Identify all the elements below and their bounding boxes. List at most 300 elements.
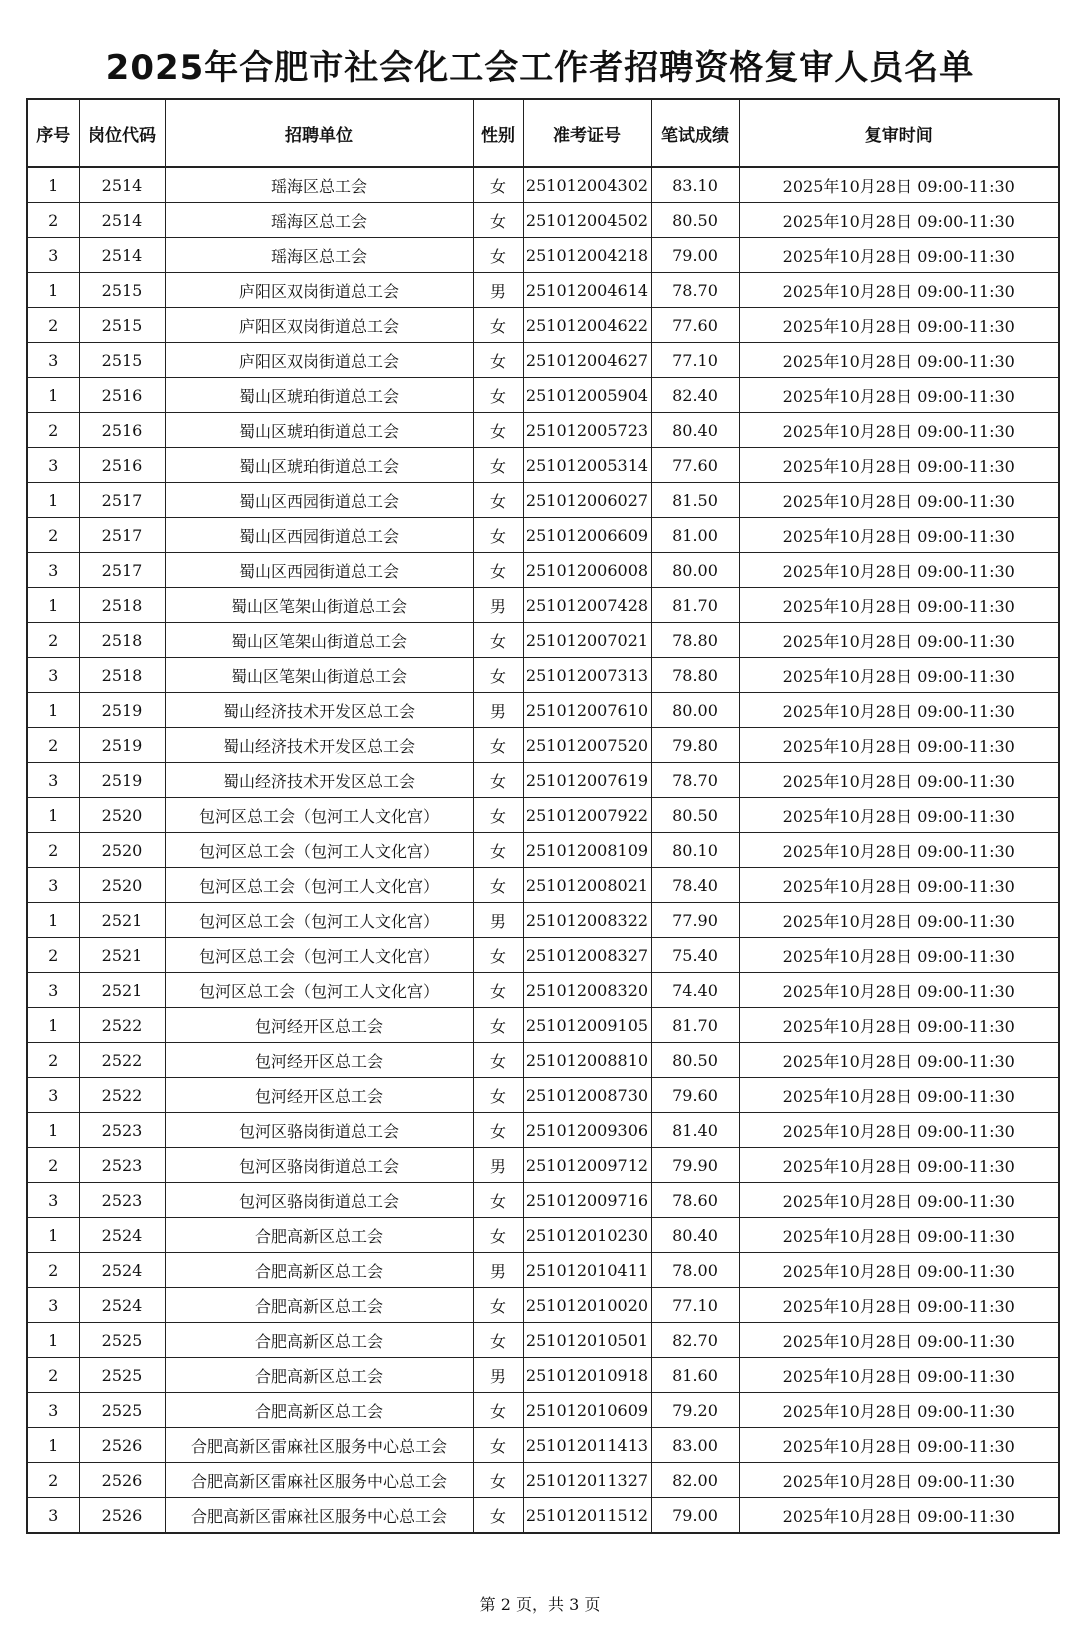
cell-post-code: 2524 [79,1253,165,1288]
cell-score: 74.40 [651,973,739,1008]
cell-score: 80.50 [651,798,739,833]
cell-review-time: 2025年10月28日 09:00-11:30 [739,798,1059,833]
cell-score: 80.10 [651,833,739,868]
cell-gender: 女 [473,728,523,763]
cell-index: 3 [27,448,79,483]
cell-index: 1 [27,1323,79,1358]
cell-post-code: 2525 [79,1358,165,1393]
cell-review-time: 2025年10月28日 09:00-11:30 [739,763,1059,798]
cell-post-code: 2526 [79,1498,165,1534]
cell-post-code: 2521 [79,973,165,1008]
cell-unit: 包河经开区总工会 [165,1043,473,1078]
cell-gender: 女 [473,868,523,903]
cell-gender: 女 [473,833,523,868]
table-row [27,238,1059,273]
cell-unit: 蜀山经济技术开发区总工会 [165,728,473,763]
cell-gender: 女 [473,1113,523,1148]
cell-score: 77.90 [651,903,739,938]
cell-unit: 蜀山区琥珀街道总工会 [165,413,473,448]
cell-post-code: 2524 [79,1218,165,1253]
cell-unit: 合肥高新区雷麻社区服务中心总工会 [165,1498,473,1534]
cell-unit: 庐阳区双岗街道总工会 [165,308,473,343]
cell-post-code: 2519 [79,763,165,798]
cell-score: 79.60 [651,1078,739,1113]
cell-review-time: 2025年10月28日 09:00-11:30 [739,308,1059,343]
cell-post-code: 2522 [79,1043,165,1078]
cell-gender: 女 [473,203,523,238]
cell-score: 79.00 [651,1498,739,1534]
cell-review-time: 2025年10月28日 09:00-11:30 [739,1148,1059,1183]
cell-review-time: 2025年10月28日 09:00-11:30 [739,1113,1059,1148]
header-post-code: 岗位代码 [79,99,165,167]
cell-gender: 女 [473,308,523,343]
cell-exam-id: 251012010411 [523,1253,651,1288]
cell-unit: 合肥高新区总工会 [165,1218,473,1253]
cell-score: 78.60 [651,1183,739,1218]
table-row [27,1113,1059,1148]
cell-score: 78.40 [651,868,739,903]
header-index: 序号 [27,99,79,167]
cell-score: 80.40 [651,1218,739,1253]
table-row [27,973,1059,1008]
table-row [27,903,1059,938]
cell-review-time: 2025年10月28日 09:00-11:30 [739,1253,1059,1288]
table-row [27,308,1059,343]
cell-post-code: 2515 [79,308,165,343]
cell-review-time: 2025年10月28日 09:00-11:30 [739,903,1059,938]
cell-gender: 女 [473,483,523,518]
cell-gender: 女 [473,413,523,448]
cell-gender: 女 [473,378,523,413]
cell-unit: 包河区总工会（包河工人文化宫） [165,833,473,868]
cell-gender: 女 [473,658,523,693]
cell-exam-id: 251012011512 [523,1498,651,1534]
cell-index: 2 [27,728,79,763]
cell-score: 83.10 [651,167,739,203]
header-score: 笔试成绩 [651,99,739,167]
table-row [27,798,1059,833]
table-row [27,1393,1059,1428]
cell-review-time: 2025年10月28日 09:00-11:30 [739,238,1059,273]
cell-post-code: 2524 [79,1288,165,1323]
table-row [27,623,1059,658]
cell-index: 1 [27,1218,79,1253]
cell-unit: 瑶海区总工会 [165,238,473,273]
cell-post-code: 2514 [79,238,165,273]
cell-unit: 包河区总工会（包河工人文化宫） [165,938,473,973]
cell-index: 1 [27,378,79,413]
cell-exam-id: 251012008327 [523,938,651,973]
cell-exam-id: 251012010501 [523,1323,651,1358]
cell-unit: 蜀山区西园街道总工会 [165,483,473,518]
cell-gender: 男 [473,1148,523,1183]
cell-unit: 蜀山区笔架山街道总工会 [165,588,473,623]
header-exam-id: 准考证号 [523,99,651,167]
cell-gender: 女 [473,518,523,553]
cell-review-time: 2025年10月28日 09:00-11:30 [739,1078,1059,1113]
cell-unit: 蜀山区琥珀街道总工会 [165,378,473,413]
cell-exam-id: 251012008320 [523,973,651,1008]
cell-exam-id: 251012004302 [523,167,651,203]
cell-unit: 瑶海区总工会 [165,167,473,203]
cell-exam-id: 251012004614 [523,273,651,308]
cell-post-code: 2526 [79,1428,165,1463]
cell-index: 1 [27,588,79,623]
cell-unit: 包河区总工会（包河工人文化宫） [165,798,473,833]
cell-exam-id: 251012008730 [523,1078,651,1113]
cell-index: 2 [27,203,79,238]
cell-score: 77.60 [651,448,739,483]
cell-exam-id: 251012008810 [523,1043,651,1078]
cell-index: 3 [27,868,79,903]
cell-gender: 女 [473,1323,523,1358]
cell-gender: 男 [473,588,523,623]
cell-exam-id: 251012006609 [523,518,651,553]
cell-score: 75.40 [651,938,739,973]
cell-review-time: 2025年10月28日 09:00-11:30 [739,1043,1059,1078]
cell-review-time: 2025年10月28日 09:00-11:30 [739,1183,1059,1218]
header-review-time: 复审时间 [739,99,1059,167]
cell-index: 3 [27,1288,79,1323]
cell-exam-id: 251012009712 [523,1148,651,1183]
cell-score: 81.70 [651,588,739,623]
cell-unit: 庐阳区双岗街道总工会 [165,343,473,378]
cell-exam-id: 251012011413 [523,1428,651,1463]
cell-review-time: 2025年10月28日 09:00-11:30 [739,1393,1059,1428]
table-row [27,833,1059,868]
cell-gender: 男 [473,693,523,728]
cell-post-code: 2518 [79,623,165,658]
cell-score: 79.20 [651,1393,739,1428]
cell-post-code: 2514 [79,203,165,238]
cell-unit: 蜀山区琥珀街道总工会 [165,448,473,483]
table-row [27,378,1059,413]
cell-gender: 女 [473,238,523,273]
cell-unit: 包河区骆岗街道总工会 [165,1148,473,1183]
cell-review-time: 2025年10月28日 09:00-11:30 [739,658,1059,693]
cell-unit: 蜀山区笔架山街道总工会 [165,623,473,658]
table-row [27,868,1059,903]
cell-post-code: 2518 [79,658,165,693]
cell-unit: 包河经开区总工会 [165,1078,473,1113]
cell-score: 77.60 [651,308,739,343]
table-row [27,1428,1059,1463]
cell-gender: 女 [473,1498,523,1534]
cell-exam-id: 251012010230 [523,1218,651,1253]
cell-score: 78.00 [651,1253,739,1288]
cell-unit: 蜀山区笔架山街道总工会 [165,658,473,693]
cell-index: 1 [27,1008,79,1043]
cell-score: 82.70 [651,1323,739,1358]
cell-exam-id: 251012007313 [523,658,651,693]
cell-exam-id: 251012008021 [523,868,651,903]
cell-score: 78.70 [651,273,739,308]
cell-review-time: 2025年10月28日 09:00-11:30 [739,378,1059,413]
cell-review-time: 2025年10月28日 09:00-11:30 [739,938,1059,973]
cell-gender: 女 [473,1078,523,1113]
cell-index: 3 [27,763,79,798]
cell-exam-id: 251012008109 [523,833,651,868]
cell-post-code: 2517 [79,483,165,518]
cell-review-time: 2025年10月28日 09:00-11:30 [739,518,1059,553]
cell-index: 1 [27,1113,79,1148]
cell-unit: 合肥高新区总工会 [165,1393,473,1428]
cell-score: 81.50 [651,483,739,518]
cell-exam-id: 251012011327 [523,1463,651,1498]
cell-review-time: 2025年10月28日 09:00-11:30 [739,1428,1059,1463]
cell-index: 1 [27,167,79,203]
cell-unit: 合肥高新区总工会 [165,1358,473,1393]
cell-score: 80.00 [651,693,739,728]
cell-exam-id: 251012010609 [523,1393,651,1428]
cell-index: 2 [27,1148,79,1183]
cell-post-code: 2515 [79,273,165,308]
cell-gender: 女 [473,938,523,973]
cell-index: 3 [27,658,79,693]
cell-score: 81.40 [651,1113,739,1148]
cell-gender: 女 [473,798,523,833]
cell-exam-id: 251012005314 [523,448,651,483]
cell-score: 77.10 [651,1288,739,1323]
cell-post-code: 2515 [79,343,165,378]
cell-post-code: 2517 [79,553,165,588]
cell-unit: 包河区骆岗街道总工会 [165,1113,473,1148]
cell-review-time: 2025年10月28日 09:00-11:30 [739,413,1059,448]
cell-score: 82.00 [651,1463,739,1498]
cell-index: 1 [27,798,79,833]
cell-post-code: 2521 [79,903,165,938]
table-row [27,1008,1059,1043]
cell-exam-id: 251012009105 [523,1008,651,1043]
cell-gender: 女 [473,623,523,658]
table-row [27,1218,1059,1253]
cell-exam-id: 251012009306 [523,1113,651,1148]
table-row [27,1358,1059,1393]
page-footer: 第 2 页，共 3 页 [479,1595,601,1614]
cell-gender: 女 [473,167,523,203]
cell-review-time: 2025年10月28日 09:00-11:30 [739,1358,1059,1393]
table-row [27,553,1059,588]
cell-review-time: 2025年10月28日 09:00-11:30 [739,343,1059,378]
cell-score: 79.90 [651,1148,739,1183]
cell-post-code: 2519 [79,728,165,763]
table-row [27,483,1059,518]
cell-post-code: 2520 [79,833,165,868]
cell-index: 3 [27,1183,79,1218]
table-row [27,938,1059,973]
cell-unit: 蜀山经济技术开发区总工会 [165,693,473,728]
cell-gender: 女 [473,763,523,798]
table-row [27,1078,1059,1113]
cell-review-time: 2025年10月28日 09:00-11:30 [739,553,1059,588]
cell-score: 78.80 [651,623,739,658]
candidate-table [26,98,1060,1534]
cell-index: 3 [27,973,79,1008]
cell-post-code: 2516 [79,378,165,413]
table-row [27,1148,1059,1183]
cell-post-code: 2523 [79,1183,165,1218]
cell-review-time: 2025年10月28日 09:00-11:30 [739,728,1059,763]
cell-post-code: 2526 [79,1463,165,1498]
cell-index: 2 [27,938,79,973]
cell-exam-id: 251012004627 [523,343,651,378]
cell-review-time: 2025年10月28日 09:00-11:30 [739,973,1059,1008]
table-row [27,273,1059,308]
cell-index: 2 [27,833,79,868]
cell-index: 2 [27,1358,79,1393]
cell-unit: 合肥高新区总工会 [165,1288,473,1323]
cell-review-time: 2025年10月28日 09:00-11:30 [739,1288,1059,1323]
cell-review-time: 2025年10月28日 09:00-11:30 [739,203,1059,238]
cell-unit: 合肥高新区雷麻社区服务中心总工会 [165,1463,473,1498]
cell-score: 78.80 [651,658,739,693]
cell-post-code: 2516 [79,413,165,448]
table-row [27,1498,1059,1534]
cell-unit: 合肥高新区总工会 [165,1323,473,1358]
cell-score: 78.70 [651,763,739,798]
cell-exam-id: 251012007520 [523,728,651,763]
header-gender: 性别 [473,99,523,167]
cell-exam-id: 251012005723 [523,413,651,448]
cell-index: 2 [27,623,79,658]
cell-exam-id: 251012007428 [523,588,651,623]
cell-gender: 女 [473,973,523,1008]
cell-post-code: 2522 [79,1008,165,1043]
cell-index: 2 [27,1463,79,1498]
cell-review-time: 2025年10月28日 09:00-11:30 [739,273,1059,308]
cell-score: 80.50 [651,1043,739,1078]
cell-exam-id: 251012005904 [523,378,651,413]
cell-score: 79.00 [651,238,739,273]
table-header-row [27,99,1059,167]
table-row [27,1463,1059,1498]
cell-gender: 女 [473,1008,523,1043]
cell-score: 82.40 [651,378,739,413]
cell-review-time: 2025年10月28日 09:00-11:30 [739,1008,1059,1043]
cell-unit: 蜀山经济技术开发区总工会 [165,763,473,798]
cell-score: 77.10 [651,343,739,378]
cell-unit: 蜀山区西园街道总工会 [165,518,473,553]
cell-unit: 包河区总工会（包河工人文化宫） [165,868,473,903]
cell-index: 2 [27,1043,79,1078]
cell-unit: 蜀山区西园街道总工会 [165,553,473,588]
cell-review-time: 2025年10月28日 09:00-11:30 [739,833,1059,868]
cell-index: 3 [27,1393,79,1428]
cell-exam-id: 251012010918 [523,1358,651,1393]
cell-exam-id: 251012006008 [523,553,651,588]
cell-post-code: 2520 [79,798,165,833]
table-row [27,728,1059,763]
table-row [27,1323,1059,1358]
cell-index: 1 [27,693,79,728]
cell-index: 3 [27,553,79,588]
cell-review-time: 2025年10月28日 09:00-11:30 [739,1498,1059,1534]
cell-score: 80.00 [651,553,739,588]
cell-gender: 女 [473,1183,523,1218]
cell-exam-id: 251012010020 [523,1288,651,1323]
cell-score: 79.80 [651,728,739,763]
cell-index: 2 [27,1253,79,1288]
cell-gender: 女 [473,553,523,588]
cell-score: 83.00 [651,1428,739,1463]
cell-review-time: 2025年10月28日 09:00-11:30 [739,167,1059,203]
cell-index: 3 [27,1498,79,1534]
cell-index: 1 [27,273,79,308]
cell-exam-id: 251012004622 [523,308,651,343]
cell-review-time: 2025年10月28日 09:00-11:30 [739,1323,1059,1358]
table-row [27,588,1059,623]
cell-exam-id: 251012004218 [523,238,651,273]
cell-post-code: 2522 [79,1078,165,1113]
cell-exam-id: 251012007021 [523,623,651,658]
cell-score: 81.60 [651,1358,739,1393]
cell-gender: 男 [473,1253,523,1288]
table-body [27,167,1059,1533]
table-row [27,693,1059,728]
cell-score: 80.50 [651,203,739,238]
cell-index: 1 [27,903,79,938]
table-row [27,763,1059,798]
cell-post-code: 2520 [79,868,165,903]
cell-exam-id: 251012006027 [523,483,651,518]
page-title: 2025年合肥市社会化工会工作者招聘资格复审人员名单 [105,48,975,88]
cell-unit: 瑶海区总工会 [165,203,473,238]
cell-gender: 男 [473,273,523,308]
cell-unit: 合肥高新区总工会 [165,1253,473,1288]
cell-exam-id: 251012007922 [523,798,651,833]
cell-gender: 女 [473,1218,523,1253]
cell-review-time: 2025年10月28日 09:00-11:30 [739,483,1059,518]
cell-review-time: 2025年10月28日 09:00-11:30 [739,588,1059,623]
cell-unit: 包河区骆岗街道总工会 [165,1183,473,1218]
cell-exam-id: 251012008322 [523,903,651,938]
cell-unit: 包河经开区总工会 [165,1008,473,1043]
cell-index: 3 [27,238,79,273]
cell-score: 81.00 [651,518,739,553]
cell-review-time: 2025年10月28日 09:00-11:30 [739,623,1059,658]
cell-post-code: 2525 [79,1393,165,1428]
cell-index: 3 [27,343,79,378]
table-row [27,448,1059,483]
cell-score: 80.40 [651,413,739,448]
cell-gender: 女 [473,1428,523,1463]
table-row [27,1253,1059,1288]
cell-gender: 男 [473,1358,523,1393]
cell-post-code: 2525 [79,1323,165,1358]
table-row [27,658,1059,693]
cell-unit: 包河区总工会（包河工人文化宫） [165,973,473,1008]
cell-gender: 女 [473,1463,523,1498]
table-row [27,343,1059,378]
cell-exam-id: 251012007610 [523,693,651,728]
table-row [27,1183,1059,1218]
cell-post-code: 2517 [79,518,165,553]
cell-gender: 女 [473,448,523,483]
cell-gender: 女 [473,1393,523,1428]
cell-review-time: 2025年10月28日 09:00-11:30 [739,1218,1059,1253]
cell-exam-id: 251012004502 [523,203,651,238]
cell-post-code: 2518 [79,588,165,623]
cell-gender: 女 [473,1288,523,1323]
cell-review-time: 2025年10月28日 09:00-11:30 [739,1463,1059,1498]
cell-post-code: 2521 [79,938,165,973]
cell-index: 2 [27,518,79,553]
cell-index: 1 [27,483,79,518]
table-row [27,518,1059,553]
cell-index: 2 [27,413,79,448]
cell-index: 1 [27,1428,79,1463]
cell-unit: 庐阳区双岗街道总工会 [165,273,473,308]
